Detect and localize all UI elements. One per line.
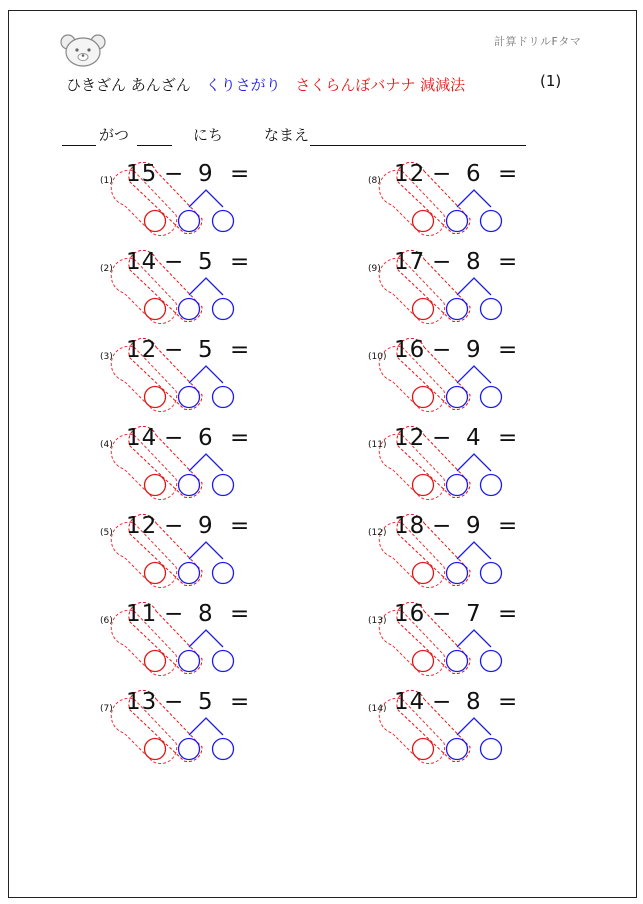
minus-sign: − <box>432 689 452 715</box>
subtrahend: 5 <box>198 249 213 275</box>
split-lines <box>189 190 223 207</box>
problem-item <box>368 688 608 778</box>
minus-sign: − <box>164 689 184 715</box>
answer-circle-red[interactable] <box>145 651 166 672</box>
answer-circle-red[interactable] <box>413 651 434 672</box>
problem-item <box>368 424 608 514</box>
minus-sign: − <box>432 161 452 187</box>
bear-face-icon <box>59 32 107 68</box>
split-lines <box>189 366 223 383</box>
minuend: 12 <box>126 337 158 363</box>
title-part-method: さくらんぼバナナ 減減法 <box>295 76 466 94</box>
answer-circle-blue-left[interactable] <box>447 299 468 320</box>
answer-circle-red[interactable] <box>145 739 166 760</box>
problem-item <box>368 160 608 250</box>
answer-circle-blue-left[interactable] <box>447 475 468 496</box>
answer-circle-blue-left[interactable] <box>179 651 200 672</box>
answer-circle-blue-left[interactable] <box>447 387 468 408</box>
minuend: 12 <box>394 161 426 187</box>
minus-sign: − <box>432 513 452 539</box>
split-lines <box>189 630 223 647</box>
problem-item <box>100 160 340 250</box>
split-lines <box>457 630 491 647</box>
answer-circle-red[interactable] <box>413 299 434 320</box>
split-lines <box>189 454 223 471</box>
problem-number: (4) <box>100 440 113 450</box>
problem-item <box>368 600 608 690</box>
month-label: がつ <box>99 126 130 144</box>
answer-circle-red[interactable] <box>413 387 434 408</box>
answer-circle-blue-right[interactable] <box>481 739 502 760</box>
subtrahend: 9 <box>466 513 481 539</box>
answer-circle-blue-left[interactable] <box>447 739 468 760</box>
minuend: 13 <box>126 689 158 715</box>
minus-sign: − <box>164 425 184 451</box>
problem-number: (10) <box>368 352 387 362</box>
minuend: 12 <box>126 513 158 539</box>
answer-circle-blue-left[interactable] <box>447 211 468 232</box>
problem-number: (7) <box>100 704 113 714</box>
subtrahend: 8 <box>466 689 481 715</box>
problem-number: (8) <box>368 176 381 186</box>
minuend: 16 <box>394 337 426 363</box>
problem-item <box>100 600 340 690</box>
answer-circle-red[interactable] <box>413 739 434 760</box>
answer-circle-blue-left[interactable] <box>179 387 200 408</box>
equals-sign: = <box>230 689 250 715</box>
answer-circle-blue-right[interactable] <box>481 387 502 408</box>
problem-number: (11) <box>368 440 387 450</box>
split-lines <box>457 190 491 207</box>
answer-circle-blue-left[interactable] <box>179 299 200 320</box>
subtrahend: 4 <box>466 425 481 451</box>
split-lines <box>189 718 223 735</box>
subtrahend: 7 <box>466 601 481 627</box>
minus-sign: − <box>164 601 184 627</box>
subtrahend: 5 <box>198 337 213 363</box>
name-label: なまえ <box>264 126 310 144</box>
answer-circle-blue-right[interactable] <box>481 211 502 232</box>
split-lines <box>457 366 491 383</box>
answer-circle-blue-right[interactable] <box>213 651 234 672</box>
split-lines <box>457 542 491 559</box>
problem-number: (13) <box>368 616 387 626</box>
subtrahend: 6 <box>198 425 213 451</box>
minuend: 14 <box>126 425 158 451</box>
equals-sign: = <box>230 161 250 187</box>
equals-sign: = <box>230 337 250 363</box>
subtrahend: 8 <box>198 601 213 627</box>
worksheet-number: (1) <box>540 72 562 90</box>
subtrahend: 5 <box>198 689 213 715</box>
title-part-borrowing: くりさがり <box>205 76 281 94</box>
problem-item <box>368 512 608 602</box>
title-part-subtraction: ひきざん あんざん <box>66 76 191 94</box>
month-blank-line[interactable] <box>62 145 96 146</box>
answer-circle-blue-left[interactable] <box>447 563 468 584</box>
split-lines <box>457 454 491 471</box>
minuend: 16 <box>394 601 426 627</box>
answer-circle-blue-right[interactable] <box>481 475 502 496</box>
equals-sign: = <box>498 513 518 539</box>
split-lines <box>189 542 223 559</box>
day-label: にち <box>193 126 224 144</box>
answer-circle-blue-left[interactable] <box>179 475 200 496</box>
minuend: 11 <box>126 601 158 627</box>
equals-sign: = <box>230 601 250 627</box>
name-blank-line[interactable] <box>310 145 526 146</box>
minuend: 17 <box>394 249 426 275</box>
minus-sign: − <box>432 249 452 275</box>
equals-sign: = <box>498 249 518 275</box>
subtrahend: 9 <box>198 161 213 187</box>
problem-item <box>368 248 608 338</box>
problem-item <box>100 688 340 778</box>
problem-item <box>100 512 340 602</box>
answer-circle-blue-right[interactable] <box>481 651 502 672</box>
problem-number: (2) <box>100 264 113 274</box>
problem-item <box>368 336 608 426</box>
minus-sign: − <box>164 161 184 187</box>
equals-sign: = <box>230 249 250 275</box>
equals-sign: = <box>498 689 518 715</box>
minus-sign: − <box>432 425 452 451</box>
answer-circle-red[interactable] <box>413 475 434 496</box>
minus-sign: − <box>164 513 184 539</box>
answer-circle-red[interactable] <box>145 475 166 496</box>
minuend: 14 <box>394 689 426 715</box>
problem-item <box>100 336 340 426</box>
answer-circle-blue-left[interactable] <box>179 739 200 760</box>
answer-circle-red[interactable] <box>145 211 166 232</box>
problem-number: (1) <box>100 176 113 186</box>
split-lines <box>457 718 491 735</box>
problem-item <box>100 424 340 514</box>
problem-number: (5) <box>100 528 113 538</box>
answer-circle-red[interactable] <box>413 563 434 584</box>
answer-circle-red[interactable] <box>145 387 166 408</box>
minuend: 14 <box>126 249 158 275</box>
brand-label: 計算ドリルFタマ <box>494 35 582 48</box>
minus-sign: − <box>164 337 184 363</box>
problem-number: (3) <box>100 352 113 362</box>
problem-number: (6) <box>100 616 113 626</box>
minuend: 15 <box>126 161 158 187</box>
problem-number: (9) <box>368 264 381 274</box>
answer-circle-blue-left[interactable] <box>179 563 200 584</box>
subtrahend: 6 <box>466 161 481 187</box>
worksheet-title <box>66 74 475 95</box>
equals-sign: = <box>498 425 518 451</box>
split-lines <box>189 278 223 295</box>
answer-circle-blue-right[interactable] <box>213 739 234 760</box>
minuend: 12 <box>394 425 426 451</box>
answer-circle-blue-right[interactable] <box>481 299 502 320</box>
answer-circle-red[interactable] <box>413 211 434 232</box>
equals-sign: = <box>498 161 518 187</box>
equals-sign: = <box>498 337 518 363</box>
subtrahend: 9 <box>198 513 213 539</box>
problem-number: (14) <box>368 704 387 714</box>
answer-circle-red[interactable] <box>145 299 166 320</box>
equals-sign: = <box>230 425 250 451</box>
minuend: 18 <box>394 513 426 539</box>
day-blank-line[interactable] <box>137 145 172 146</box>
subtrahend: 9 <box>466 337 481 363</box>
minus-sign: − <box>164 249 184 275</box>
answer-circle-blue-left[interactable] <box>179 211 200 232</box>
answer-circle-blue-right[interactable] <box>213 563 234 584</box>
minus-sign: − <box>432 337 452 363</box>
answer-circle-blue-right[interactable] <box>213 387 234 408</box>
answer-circle-blue-right[interactable] <box>213 211 234 232</box>
answer-circle-red[interactable] <box>145 563 166 584</box>
answer-circle-blue-right[interactable] <box>213 475 234 496</box>
subtrahend: 8 <box>466 249 481 275</box>
answer-circle-blue-left[interactable] <box>447 651 468 672</box>
answer-circle-blue-right[interactable] <box>213 299 234 320</box>
split-lines <box>457 278 491 295</box>
answer-circle-blue-right[interactable] <box>481 563 502 584</box>
problem-item <box>100 248 340 338</box>
equals-sign: = <box>230 513 250 539</box>
minus-sign: − <box>432 601 452 627</box>
problem-number: (12) <box>368 528 387 538</box>
equals-sign: = <box>498 601 518 627</box>
